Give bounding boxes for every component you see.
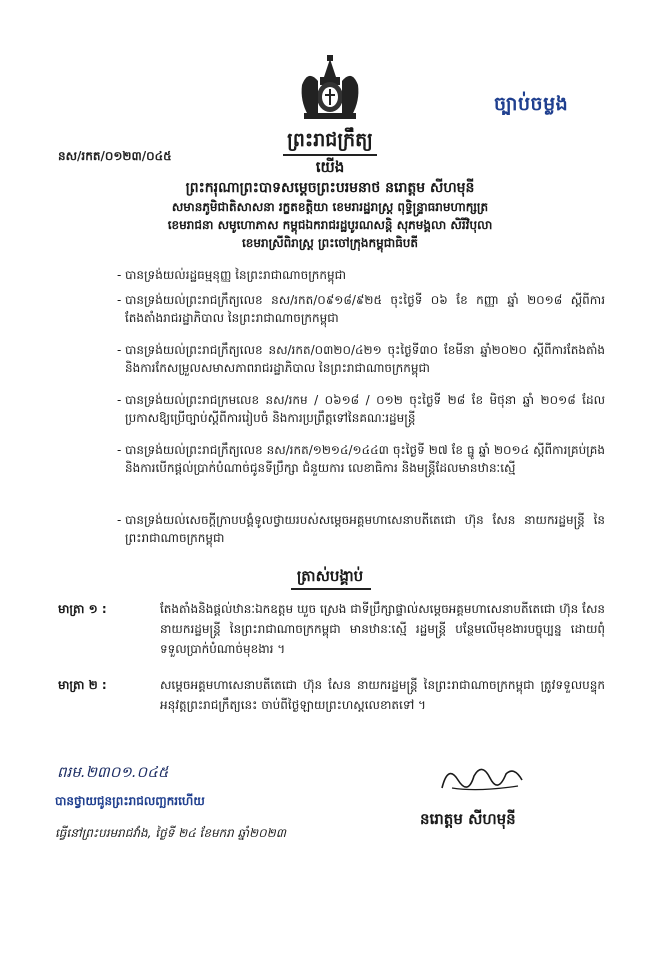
handwritten-registration-number: ពរម.២៣០១.០៤៥: [57, 763, 169, 781]
royal-title-line-4: ខេមរាស្រីពិរាស្ត្រ ព្រះចៅក្រុងកម្ពុជាធិបតី: [241, 236, 419, 250]
decree-underline: [291, 588, 371, 590]
article-1-label: មាត្រា ១ :: [58, 602, 107, 616]
handwritten-signature-icon: [438, 758, 530, 794]
consideration-item: - បានទ្រង់យល់រដ្ឋធម្មនុញ្ញ នៃព្រះរាជាណាចក្រកម្ពុជា: [117, 268, 347, 282]
consideration-item: - បានទ្រង់យល់ព្រះរាជក្រឹត្យលេខ នស/រកត/១២១៤/១៤៤៣ ចុះថ្ងៃទី ២៧ ខែ ធ្នូ ឆ្នាំ ២០១៤ ស្តីពីការគ្រប់គ្រង និងការបើកផ្តល់ប្រាក់បំណាច់ជូនទីប្រឹក្សា ជំនួយការ លេខាធិការ និងមន្ត្រីដែលមានឋានៈស្មើ: [117, 443, 605, 475]
signature-block: [420, 758, 600, 838]
consideration-item: - បានទ្រង់យល់ព្រះរាជក្រមលេខ នស/រកម / ០៦១៨ / ០១២ ចុះថ្ងៃទី ២៨ ខែ មិថុនា ឆ្នាំ ២០១៨ ដែលប្រកាសឱ្យប្រើច្បាប់ស្តីពីការរៀបចំ និងការប្រព្រឹត្តទៅនៃគណៈរដ្ឋមន្ត្រី: [117, 393, 605, 425]
article-2-text: សម្តេចអគ្គមហាសេនាបតីតេជោ ហ៊ុន សែន នាយករដ្ឋមន្ត្រី នៃព្រះរាជាណាចក្រកម្ពុជា ត្រូវទទួលបន្ទុកអនុវត្តព្រះរាជក្រឹត្យនេះ ចាប់ពីថ្ងៃឡាយព្រះហស្តលេខាតទៅ ។: [160, 678, 605, 712]
article-1-text: តែងតាំងនិងផ្តល់ឋានៈឯកឧត្តម ឃួច ស្រេង ជាទីប្រឹក្សាផ្ទាល់សម្តេចអគ្គមហាសេនាបតីតេជោ ហ៊ុន សែន នាយករដ្ឋមន្ត្រី នៃព្រះរាជាណាចក្រកម្ពុជា មានឋានៈស្មើ រដ្ឋមន្ត្រី បន្ថែមលើមុខងារបច្ចុប្បន្ន ដោយពុំទទួលប្រាក់បំណាច់មុខងារ ។: [160, 602, 605, 656]
royal-title-line-1: ព្រះករុណាព្រះបាទសម្តេចព្រះបរមនាថ នរោត្តម សីហមុនី: [185, 180, 475, 196]
article-2-label: មាត្រា ២ :: [58, 678, 107, 692]
place-and-date: ធ្វើនៅព្រះបរមរាជវាំង, ថ្ងៃទី ២៤ ខែមករា ឆ្នាំ២០២៣: [55, 826, 286, 840]
title-underline: [283, 154, 377, 156]
signatory-name: នរោត្តម សីហមុនី: [420, 810, 516, 828]
copy-stamp: ច្បាប់ចម្លង: [494, 93, 569, 115]
royal-title-line-2: សមានភូមិជាតិសាសនា រក្ខតខត្តិយា ខេមរារដ្ឋរាស្ត្រ ពុទ្ធិន្ទ្រាធរាមហាក្សត្រ: [171, 200, 489, 214]
consideration-item: - បានទ្រង់យល់សេចក្តីក្រាបបង្គំទូលថ្វាយរបស់សម្តេចអគ្គមហាសេនាបតីតេជោ ហ៊ុន សែន នាយករដ្ឋមន្ត្រី នៃព្រះរាជាណាចក្រកម្ពុជា: [117, 513, 605, 545]
registration-block: [55, 763, 395, 843]
document-type-title: ព្រះរាជក្រឹត្យ: [287, 129, 373, 151]
royal-coat-of-arms-icon: [294, 55, 366, 123]
consideration-item: - បានទ្រង់យល់ព្រះរាជក្រឹត្យលេខ នស/រកត/០៩១៨/៩២៥ ចុះថ្ងៃទី ០៦ ខែ កញ្ញា ឆ្នាំ ២០១៨ ស្តីពីការតែងតាំងរាជរដ្ឋាភិបាល នៃព្រះរាជាណាចក្រកម្ពុជា: [117, 293, 605, 325]
royal-title-line-3: ខេមរាជនា សមូហោភាស កម្ពុជឯករាជរដ្ឋបូរណសន្តិ សុភមង្គលា សិរីវិបុលា: [167, 218, 493, 232]
submitted-to-seal-note: បានថ្វាយជូនព្រះរាជលញ្ឆករហើយ: [55, 794, 205, 808]
consideration-item: - បានទ្រង់យល់ព្រះរាជក្រឹត្យលេខ នស/រកត/០៣២០/៤២១ ចុះថ្ងៃទី៣០ ខែមីនា ឆ្នាំ២០២០ ស្តីពីការតែងតាំង និងការកែសម្រួលសមាសភាពរាជរដ្ឋាភិបាល នៃព្រះរាជាណាចក្រកម្ពុជា: [117, 343, 605, 375]
preamble-we: យើង: [315, 158, 345, 176]
decree-heading: ត្រាស់បង្គាប់: [296, 567, 364, 585]
document-number: នស/រកត/០១២៣/០៤៥: [58, 149, 172, 163]
